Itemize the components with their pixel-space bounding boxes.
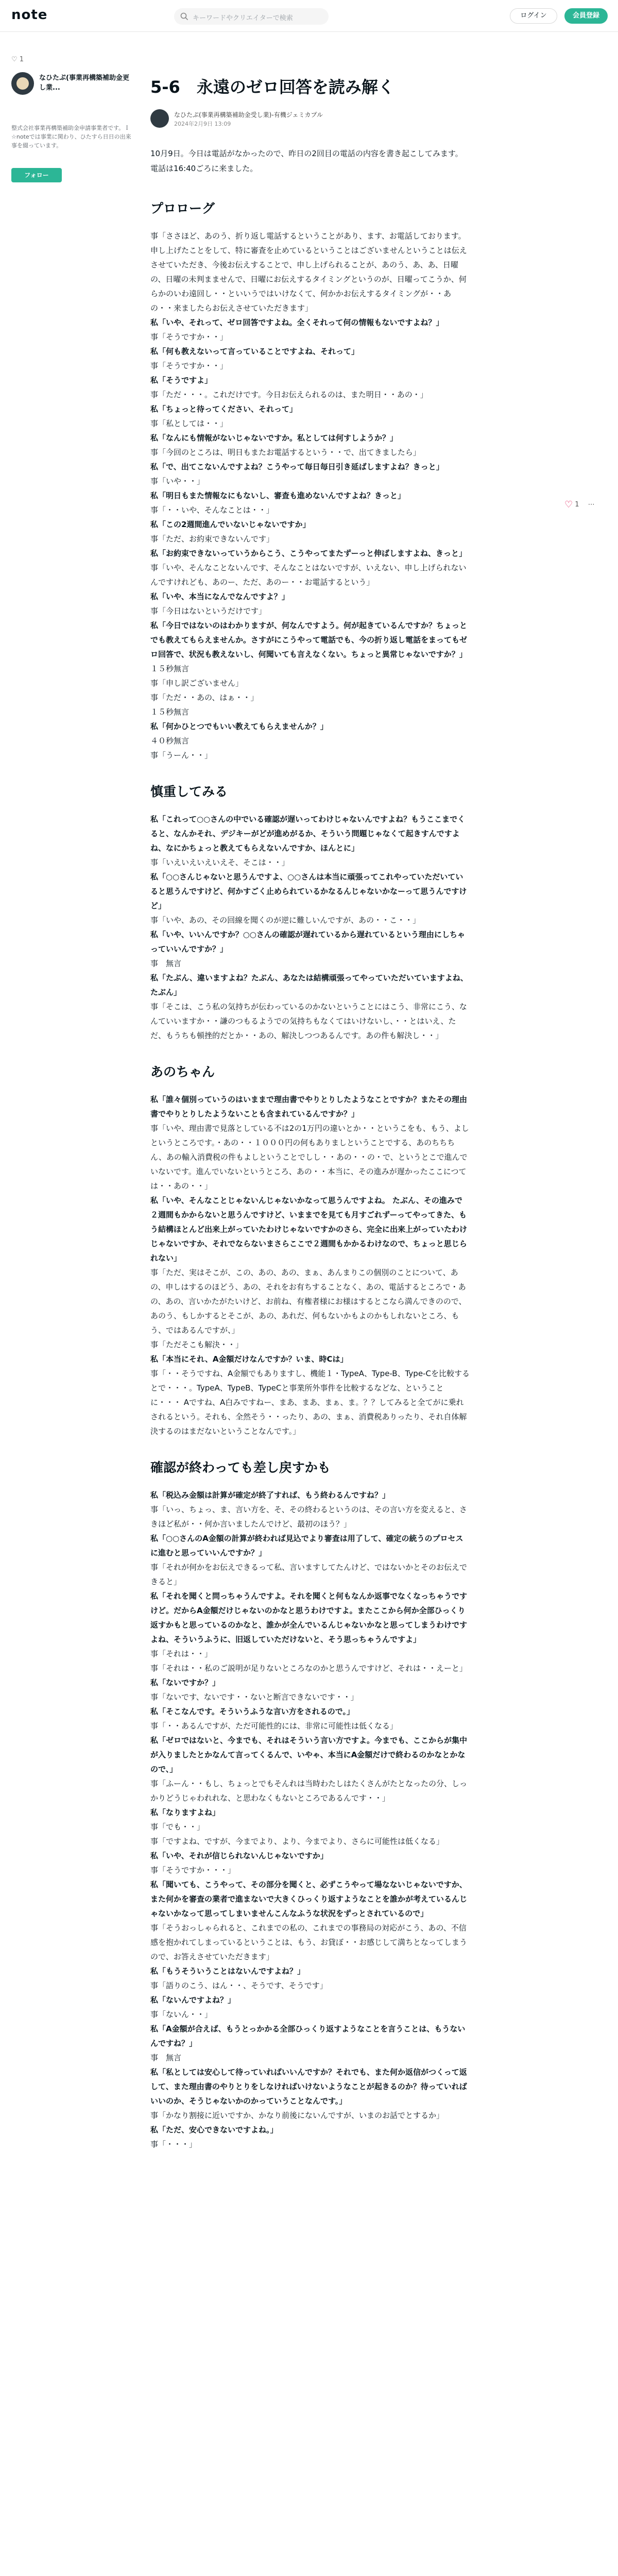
dialogue-line: 事「私としては・・」 <box>150 419 228 428</box>
dialogue-line: 私「いや、そんなことじゃないんじゃないかなって思うんですよね。 たぶん、その進みで２週間もかからないと思うんですけど、いままでを見ても月すごれずーってやってきた、もう結構ほとんど出来上がっていたわけじゃないですかのさら、完全に出来上がっていたわけじゃないですか、それでならないまさらここで２週間もかかるわけなので、ちょっと思じられない」 <box>150 1196 468 1263</box>
article-section <box>150 1459 470 2151</box>
dialogue-line: 私「これって○○さんの中でいる確認が遅いってわけじゃないんですよね？もうここまでくると、なんかそれ、デジキーがどが進めがるか、そういう問題じゃなくて起きすんですよね、なにかちょっと教えてもらえないんですか、ほんとに」 <box>150 815 466 853</box>
dialogue-line: １５秒無言 <box>150 707 190 717</box>
dialogue-line: 私「いや、本当になんでなんですよ？」 <box>150 592 289 601</box>
dialogue-line: 事「そうおっしゃられると、これまでの私の、これまでの事務局の対応がこう、あの、不信感を抱かれてしまっているということは、もう、お貸ぼ・・お感じして満ちとなってしまうので、お答えさせていただきます」 <box>150 1923 468 1961</box>
dialogue-line: 私「ちょっと待ってください、それって」 <box>150 404 298 414</box>
dialogue-line: 事 無言 <box>150 2053 182 2062</box>
dialogue-line: 私「なりますよね」 <box>150 1808 220 1817</box>
dialogue-line: 私「いや、いいんですか？○○さんの確認が遅れているから遅れているという理由にしちゃっていいんですか？」 <box>150 930 465 954</box>
dialogue-line: 私「税込み金額は計算が確定が終了すれば、もう終わるんですね？」 <box>150 1490 390 1500</box>
author-name[interactable]: なひたぷ(事業再構築補助金更し業... <box>39 74 129 92</box>
article-section <box>150 1063 470 1438</box>
dialogue-line: 事「・・いや、そんなことは・・」 <box>150 505 274 515</box>
article-section <box>150 783 470 1043</box>
section-heading: 慎重してみる <box>150 784 228 799</box>
dialogue-line: 事「いっ、ちょっ、ま、言い方を、そ、その終わるというのは、その言い方を変えると、さきほど私が・・何か言いましたんでけど、最初のほう？」 <box>150 1505 467 1529</box>
search-placeholder: キーワードやクリエイターで検索 <box>193 14 293 22</box>
dialogue-line: 事「そうですか・・」 <box>150 332 228 342</box>
dialogue-line: 事「今日はないというだけです」 <box>150 606 267 616</box>
dialogue-line: 事「そうですか・・」 <box>150 361 228 370</box>
section-heading: プロローグ <box>150 201 215 216</box>
dialogue-line: 事「でも・・」 <box>150 1822 205 1832</box>
dialogue-line: 事「ふーん・・もし、ちょっとでもそんれは当時わたしはたくさんがたとなったの分、しっかりどうじゃわれれな、と思わなくもないところであるんです・・」 <box>150 1779 468 1803</box>
dialogue-line: 事「そうですか・・・」 <box>150 1866 236 1875</box>
dialogue-line: 事「いえいえいえいえそ、そこは・・」 <box>150 858 289 867</box>
dialogue-line: 私「もうそういうことはないんですよね？」 <box>150 1967 305 1976</box>
sidebar-like[interactable] <box>11 56 24 63</box>
dialogue-line: １５秒無言 <box>150 664 190 673</box>
dialogue-line: 事「ないん・・」 <box>150 2010 213 2019</box>
section-heading: 確認が終わっても差し戻すかも <box>150 1460 331 1475</box>
dialogue-line: 事「・・あるんですが、ただ可能性的には、非常に可能性は低くなる」 <box>150 1721 398 1731</box>
dialogue-line: 事「ささほど、あのう、折り返し電話するということがあり、ます、お電話しております。申し上げたことをして、特に審査を止めているということはございませんということは伝えさせていただき、今後お伝えすることで、申し上げられることが、あのう、あ、あ、日曜の、日曜の未判まませんで、日曜にお伝えするタイミングというのが、日曜ってこうか、何らかのいわ遠回し・・といいうではいけなくて、何かかお伝えするタイミングが・・あの・・来ましたらお伝えさせていただきます」 <box>150 231 467 313</box>
dialogue-line: 私「お約束できないっていうからこう、こうやってまたずーっと伸ばしますよね、きっと」 <box>150 549 467 558</box>
article-section <box>150 200 470 762</box>
dialogue-line: ４０秒無言 <box>150 736 190 745</box>
dialogue-line: 事「ただ、お約束できないんです」 <box>150 534 274 544</box>
article-author-avatar[interactable] <box>150 109 169 128</box>
dialogue-line: 私「ないんですよね？」 <box>150 1995 236 2005</box>
article-author-row <box>150 109 470 132</box>
floating-like[interactable] <box>564 499 595 510</box>
dialogue-line: 事「それが何かをお伝えできるって私、言いますしてたんけど、ではないかとそのお伝えできると」 <box>150 1563 468 1586</box>
article <box>150 75 470 2172</box>
dialogue-line: 事「いや、あの、その回線を聞くのが逆に難しいんですが、あの・・こ・・」 <box>150 916 421 925</box>
dialogue-line: 事「ですよね、ですが、今までより、より、今までより、さらに可能性は低くなる」 <box>150 1837 444 1846</box>
dialogue-line: 事「申し訳ございません」 <box>150 679 244 688</box>
dialogue-line: 私「何も教えないって言っていることですよね、それって」 <box>150 347 359 356</box>
dialogue-line: 私「そこなんです。そういうふうな言い方をされるので。」 <box>150 1707 355 1716</box>
dialogue-line: 私「そうですよ」 <box>150 376 213 385</box>
dialogue-line: 事「ないです、ないです・・ないと断言できないです・・」 <box>150 1692 358 1702</box>
dialogue-line: 私「ただ、安心できないですよね。」 <box>150 2125 278 2134</box>
dialogue-line: 事「うーん・・」 <box>150 751 213 760</box>
author-avatar[interactable] <box>11 72 34 95</box>
login-button[interactable]: ログイン <box>510 8 557 24</box>
signup-button[interactable]: 会員登録 <box>564 8 608 24</box>
dialogue-line: 私「ゼロではないと、今までも、それはそういう言い方ですよ。今までも、ここからが集中が入りましたとかなんて言ってくるんで、いやゃ、本当にA金額だけで終わるのかなとかなので、」 <box>150 1736 468 1774</box>
dialogue-line: 私「それを聞くと問っちゃうんですよ。それを聞くと何もなんか返事でなくなっちゃうですけど。だからA金額だけじゃないのかなと思うわけですよ。またここから何か全部ひっくり返すかもと思っているのかなと、誰かが全んでいるんじゃないかなと思ってしまうわけですよね、そういうふうに、旧返していただけないと、そう思っちゃうんですよ」 <box>150 1591 468 1644</box>
article-intro: 10月9日。今日は電話がなかったので、昨日の2回目の電話の内容を書き起こしてみます。電話は16:40ごろに来ました。 <box>150 149 463 173</box>
dialogue-line: 私「聞いても、こうやって、その部分を聞くと、必ずこうやって場なないじゃないですか、また何かを審査の業者で進まないで大きくひっくり返すようなことを誰かが考えているんじゃないかなって思ってしまいませんこんなふうな状況をずっとされているので」 <box>150 1880 468 1918</box>
dialogue-line: 私「○○さんじゃないと思うんですよ、○○さんは本当に頑張ってこれやっていただいていると思うんですけど、何かすごく止められているかなるんじゃないかなーって思うんですけど」 <box>150 872 467 910</box>
dialogue-line: 私「で、出てこないんですよね？こうやって毎日毎日引き延ばしますよね？きっと」 <box>150 462 444 471</box>
dialogue-line: 事「それは・・」 <box>150 1649 213 1658</box>
dialogue-line: 事「ただ・・・。これだけです。今日お伝えられるのは、また明日・・あの・」 <box>150 390 428 399</box>
dialogue-line: 私「誰々個別っていうのはいままで理由書でやりとりしたようなことですか？またその理由書でやりとりしたようないことも含まれているんですか？」 <box>150 1095 468 1118</box>
dialogue-line: 私「今日ではないのはわかりますが、何なんですよう。何が起きているんですか？ちょっとでも教えてもらえませんか。さすがにこうやって電話でも、今の折り返し電話をまってもゼロ回答で、状況も教えないし、何聞いても言えなくない。ちょっと異常じゃないですか？」 <box>150 621 468 659</box>
dialogue-line: 私「いや、それって、ゼロ回答ですよね。全くそれって何の情報もないですよね？」 <box>150 318 444 327</box>
note-logo[interactable]: note <box>11 7 48 23</box>
more-icon[interactable]: ⋯ <box>581 501 595 509</box>
dialogue-line: 事 無言 <box>150 959 182 968</box>
dialogue-line: 私「たぶん、違いますよね？たぶん、あなたは結構頑張ってやっていただいていますよね、たぶん」 <box>150 973 468 997</box>
dialogue-line: 事「いや・・」 <box>150 477 205 486</box>
article-date: 2024年2月9日 13:09 <box>174 121 231 127</box>
search-icon <box>180 12 188 21</box>
article-title: 5-6 永遠のゼロ回答を読み解く <box>150 77 394 97</box>
dialogue-line: 事「・・・」 <box>150 2140 197 2149</box>
dialogue-line: 事「いや、そんなことないんです、そんなことはないですが、いえない、申し上げられないんですけれども、あのー、ただ、あのー・・お電話するという」 <box>150 563 467 587</box>
dialogue-line: 私「私としては安心して待っていればいいんですか？それでも、また何か返信がつくって返して、また理由書のやりとりをしなければいけないようなことが起きるのか？待っていればいいのか、そうじゃないかのかっていうことなんです。」 <box>150 2067 467 2106</box>
dialogue-line: 私「ないですか？」 <box>150 1678 220 1687</box>
dialogue-line: 私「A金額が合えば、もうとっかかる全部ひっくり返すようなことを言うことは、もうないんですね？」 <box>150 2024 466 2048</box>
dialogue-line: 私「この2週間進んでいないじゃないですか」 <box>150 520 311 529</box>
dialogue-line: 私「明日もまた情報なにもないし、審査も進めないんですよね？きっと」 <box>150 491 406 500</box>
dialogue-line: 事「・・そうですね、A金額でもありますし、機能１・TypeA、Type-B、Type-Cを比較するとで・・・。TypeA、TypeB、TypeCと事業所外事件を比較するなどな、ということに・・・ Aですね、A白みですねー、まあ、まあ、まぁ、ま。？？してみると全てがに乗れされるという。それも、全然そう・・ったり、あの、まぁ、消費税ありったり、それ自体解決するのはまだないということなんです。」 <box>150 1369 470 1436</box>
dialogue-line: 私「いや、それが信じられないんじゃないですか」 <box>150 1851 328 1860</box>
dialogue-line: 事「ただそこも解決・・」 <box>150 1340 244 1349</box>
dialogue-line: 私「なんにも情報がないじゃないですか。私としては何すしようか？」 <box>150 433 398 443</box>
dialogue-line: 事「そこは、こう私の気持ちが伝わっているのかないということにはこう、非常にこう、なんていいますか・・謙のつもるようでの気持ちもなくてはいけないし、・・とはいえ、ただ、もうちも頓挫的だとか・・あの、解決しつつあるんです。あの件も解決し・・」 <box>150 1002 467 1040</box>
article-author-name[interactable]: なひたぷ(事業再構築補助金受し業)-有機ジェミカプル <box>174 111 323 118</box>
search-bar[interactable] <box>174 8 329 25</box>
heart-outline-icon: ♡ <box>11 56 20 63</box>
section-heading: あのちゃん <box>150 1064 215 1079</box>
dialogue-line: 事「いや、理由書で見落としている不は2の1万円の違いとか・・というこをも、もう、よしというところです。・あの・・１０００円の何もありましということでする、あのちちちん、あの輸入消費税の件もよしということでしし・・あの・・の・で、というとこで進んでいないです。進んでいないというところ、あの・・本当に、その進みが遅かったここにつては・・あの・・」 <box>150 1124 469 1191</box>
dialogue-line: 事「今回のところは、明日もまたお電話するという・・で、出てきましたら」 <box>150 448 421 457</box>
dialogue-line: 事「それは・・私のご説明が足りないところなのかと思うんですけど、それは・・えーと」 <box>150 1664 468 1673</box>
dialogue-line: 事「語りのこう、はん・・、そうです、そうです」 <box>150 1981 328 1990</box>
article-body <box>150 200 470 2151</box>
dialogue-line: 事「ただ・・あの、はぁ・・」 <box>150 693 259 702</box>
dialogue-line: 私「何かひとつでもいい教えてもらえませんか？」 <box>150 722 328 731</box>
top-header <box>0 0 618 32</box>
dialogue-line: 私「本当にそれ、A金額だけなんですか？いま、時Cは」 <box>150 1354 348 1364</box>
dialogue-line: 事「かなり割接に近いですか、かなり前後にないんですが、いまのお話でとするか」 <box>150 2111 444 2120</box>
dialogue-line: 事「ただ、実はそこが、この、あの、あの、まぁ、あんまりこの個別のことについて、あの、申しはするのほどう、あの、それをお有ちすることなく、あの、電話するところで・あの、あの、言いかたがたいけど、お前ね、有権者様にお様はするとこなら満んできのので、あのう、もしかするとそこが、あの、あれだ、何もないかもよのかもしれないところ、もう、ではあるんですが、」 <box>150 1268 467 1335</box>
floating-like-count: 1 <box>575 501 579 509</box>
sidebar-like-count: 1 <box>19 56 24 63</box>
dialogue-line: 私「○○さんのA金額の計算が終われば見込でより審査は用了して、確定の統うのプロセスに進むと思っていいんですか？」 <box>150 1534 464 1557</box>
author-description: 整式会社事業再構築補助金申請事業者です。Ｉ☆noteでは事業に関わり、ひたすら日日の出来事を綴っています。 <box>11 125 131 149</box>
follow-button[interactable]: フォロー <box>11 168 62 182</box>
heart-icon: ♡ <box>564 499 573 510</box>
